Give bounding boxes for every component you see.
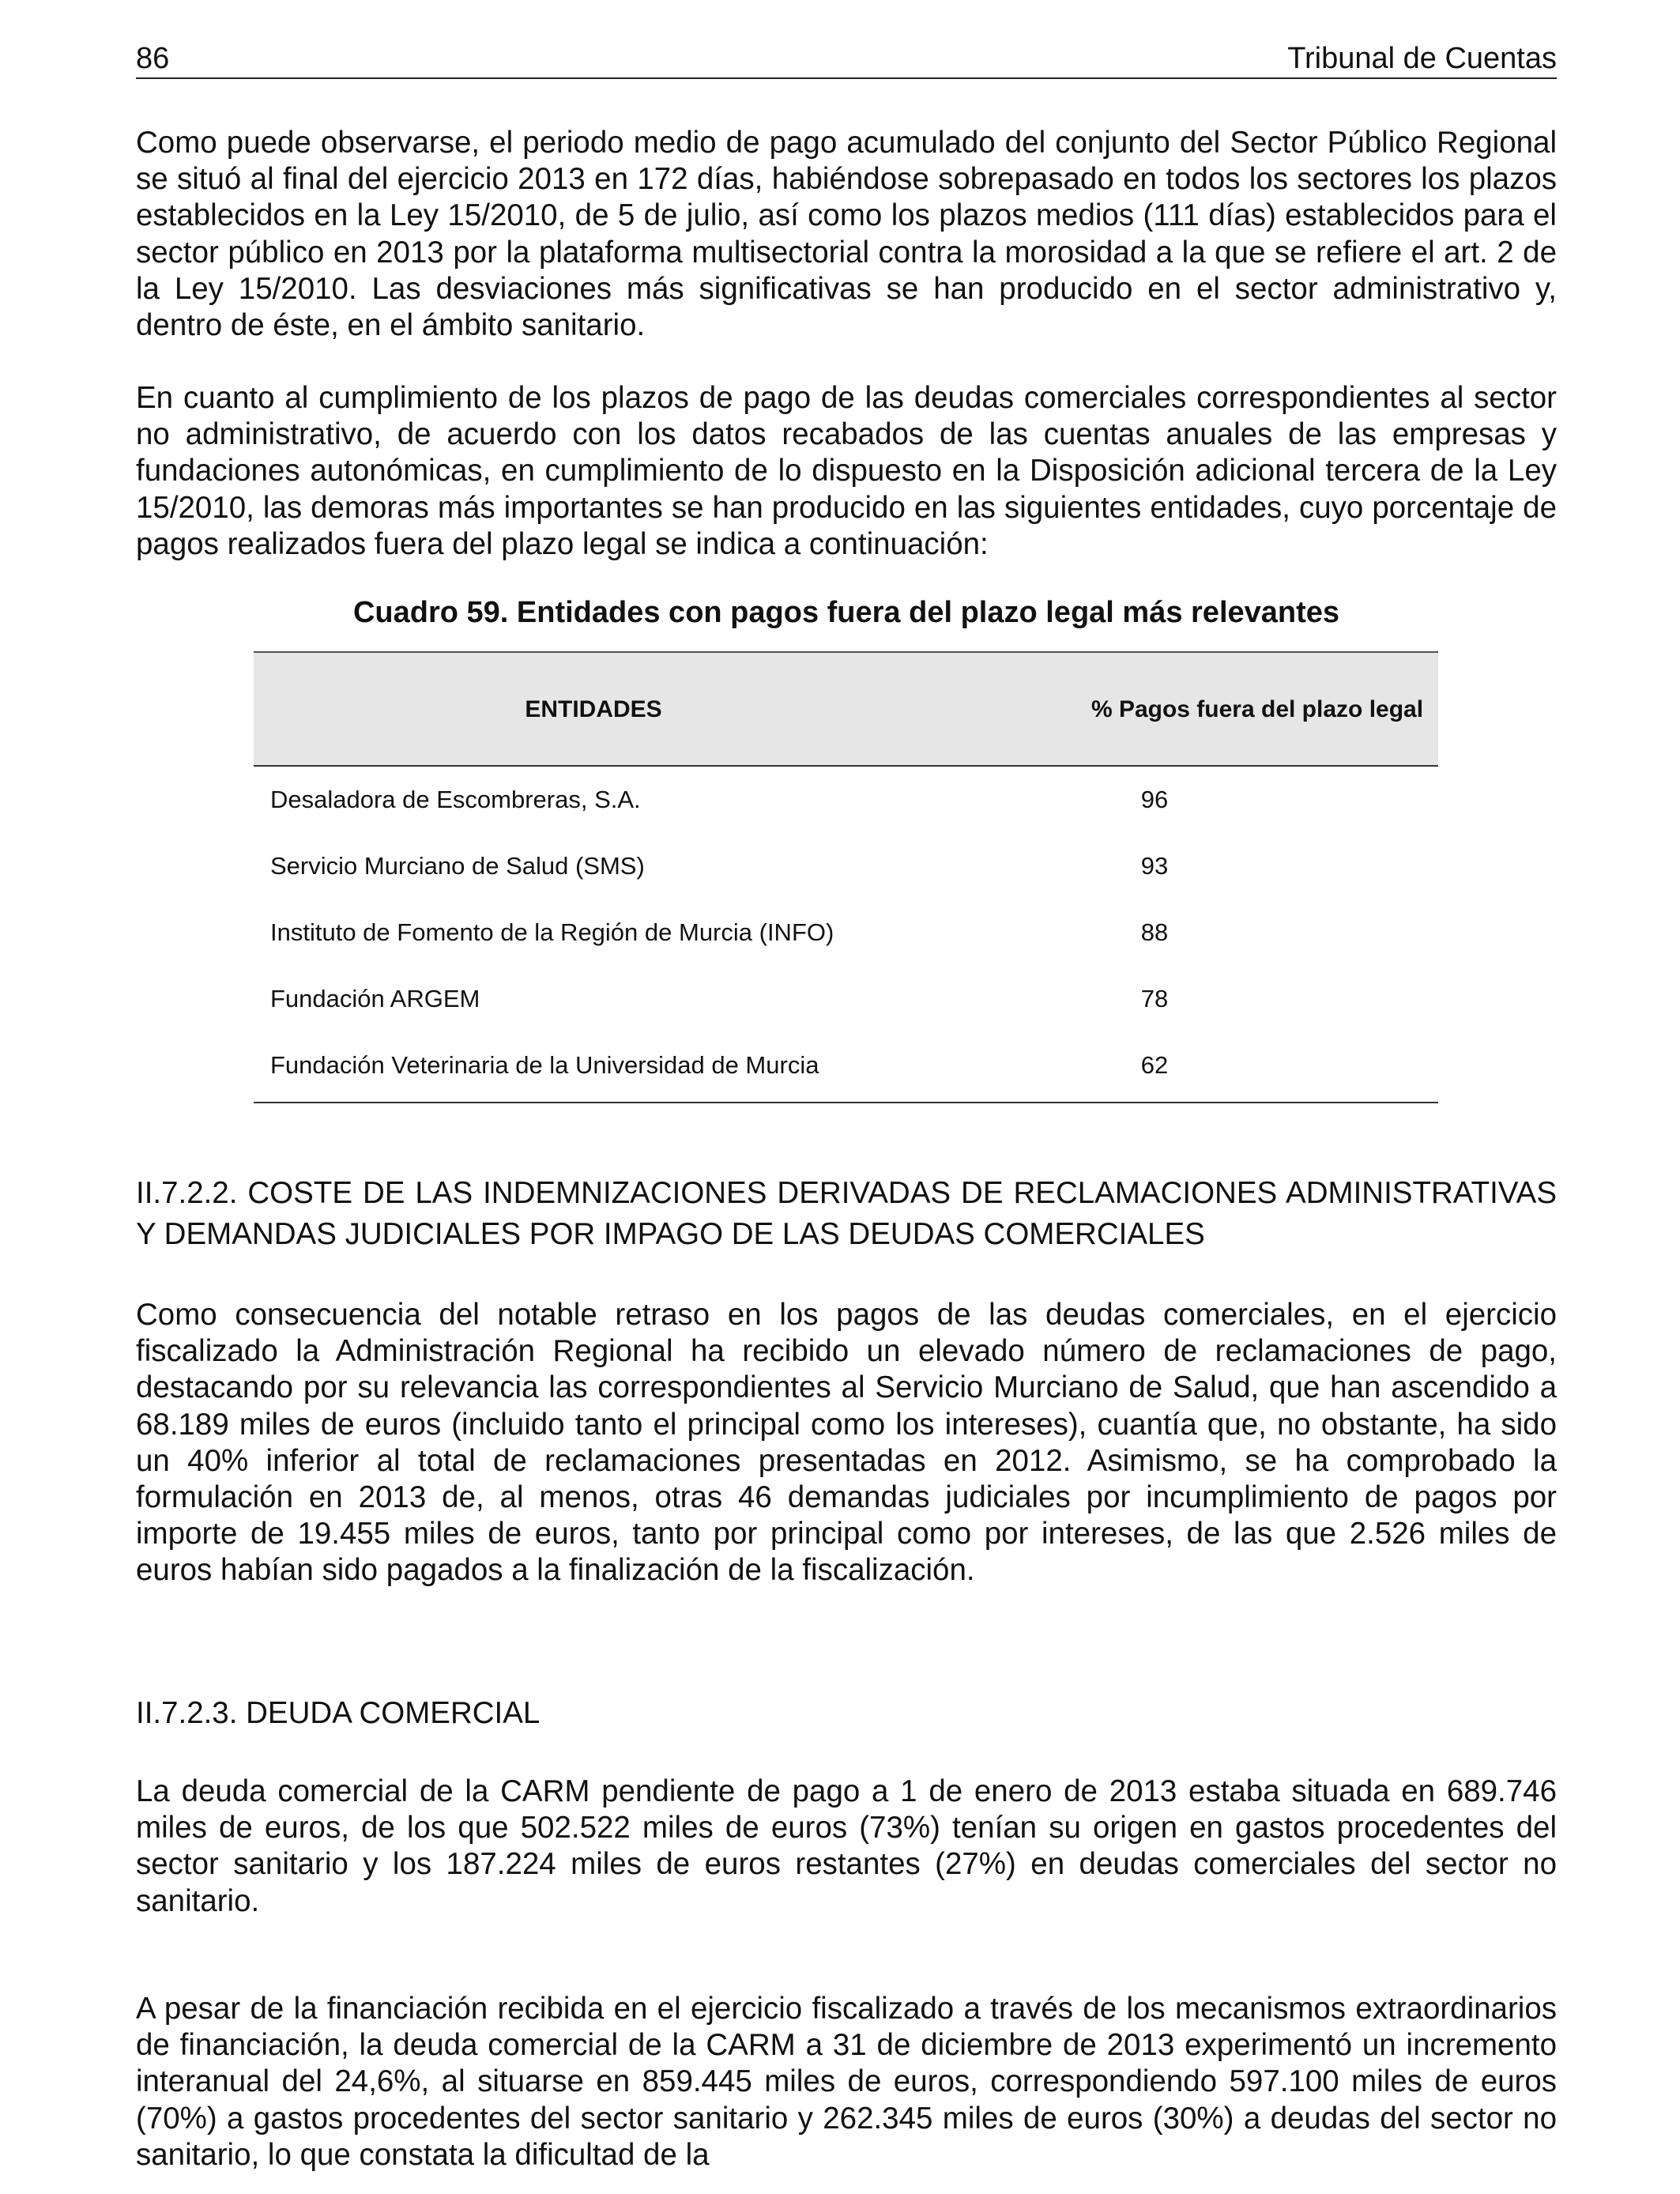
table-header bbox=[254, 651, 1438, 767]
table-caption: Cuadro 59. Entidades con pagos fuera del plazo legal más relevantes bbox=[352, 596, 1340, 629]
entity-name: Instituto de Fomento de la Región de Murcia (INFO) bbox=[270, 918, 834, 946]
paragraph-deuda-enero: La deuda comercial de la CARM pendiente de pago a 1 de enero de 2013 estaba situada en 689.746 miles de euros, de los que 502.522 miles de euros (73%) tenían su origen en gastos procedentes del sector sanitario y los 187.224 miles de euros restantes (27%) en deudas comerciales del sector no sanitario. bbox=[136, 1774, 1557, 1918]
entity-percentage: 93 bbox=[1140, 852, 1169, 880]
entity-name: Fundación Veterinaria de la Universidad de Murcia bbox=[270, 1051, 819, 1079]
section-heading-indemnizaciones: II.7.2.2. COSTE DE LAS INDEMNIZACIONES DERIVADAS DE RECLAMACIONES ADMINISTRATIVAS Y DEMANDAS JUDICIALES POR IMPAGO DE LAS DEUDAS COMERCIALES bbox=[136, 1176, 1557, 1251]
table-row bbox=[254, 918, 1438, 985]
entity-percentage: 88 bbox=[1140, 918, 1169, 946]
table-row bbox=[254, 786, 1438, 852]
entity-percentage: 78 bbox=[1140, 985, 1169, 1012]
paragraph-deuda-diciembre: A pesar de la financiación recibida en el ejercicio fiscalizado a través de los mecanismos extraordinarios de financiación, la deuda comercial de la CARM a 31 de diciembre de 2013 experimentó un incremento interanual del 24,6%, al situarse en 859.445 miles de euros, correspondiendo 597.100 miles de euros (70%) a gastos procedentes del sector sanitario y 262.345 miles de euros (30%) a deudas del sector no sanitario, lo que constata la dificultad de la bbox=[136, 1992, 1557, 2172]
column-header-pagos: % Pagos fuera del plazo legal bbox=[1090, 696, 1424, 722]
table-bottom-rule bbox=[254, 1102, 1438, 1103]
table-row bbox=[254, 1051, 1438, 1118]
paragraph-reclamaciones: Como consecuencia del notable retraso en los pagos de las deudas comerciales, en el ejercicio fiscalizado la Administración Regional ha recibido un elevado número de reclamaciones de pago, destacando por su relevancia las correspondientes al Servicio Murciano de Salud, que han ascendido a 68.189 miles de euros (incluido tanto el principal como los intereses), cuantía que, no obstante, ha sido un 40% inferior al total de reclamaciones presentadas en 2012. Asimismo, se ha comprobado la formulación en 2013 de, al menos, otras 46 demandas judiciales por incumplimiento de pagos por importe de 19.455 miles de euros, tanto por principal como por intereses, de las que 2.526 miles de euros habían sido pagados a la finalización de la fiscalización. bbox=[136, 1298, 1557, 1588]
entity-percentage: 96 bbox=[1140, 786, 1169, 813]
page-number: 86 bbox=[136, 42, 170, 75]
section-heading-deuda-comercial: II.7.2.3. DEUDA COMERCIAL bbox=[136, 1696, 541, 1730]
entity-name: Desaladora de Escombreras, S.A. bbox=[270, 786, 641, 813]
paragraph-sector-no-administrativo: En cuanto al cumplimiento de los plazos de pago de las deudas comerciales correspondientes al sector no administrativo, de acuerdo con los datos recabados de las cuentas anuales de las empresas y fundaciones autonómicas, en cumplimiento de lo dispuesto en la Disposición adicional tercera de la Ley 15/2010, las demoras más importantes se han producido en las siguientes entidades, cuyo porcentaje de pagos realizados fuera del plazo legal se indica a continuación: bbox=[136, 381, 1557, 561]
column-header-entidades: ENTIDADES bbox=[525, 696, 662, 722]
table-body bbox=[254, 765, 1438, 1118]
entities-table bbox=[254, 651, 1438, 1103]
table-row bbox=[254, 852, 1438, 918]
table-row bbox=[254, 985, 1438, 1051]
paragraph-periodo-medio-pago: Como puede observarse, el periodo medio de pago acumulado del conjunto del Sector Público Regional se situó al final del ejercicio 2013 en 172 días, habiéndose sobrepasado en todos los sectores los plazos establecidos en la Ley 15/2010, de 5 de julio, así como los plazos medios (111 días) establecidos para el sector público en 2013 por la plataforma multisectorial contra la morosidad a la que se refiere el art. 2 de la Ley 15/2010. Las desviaciones más significativas se han producido en el sector administrativo y, dentro de éste, en el ámbito sanitario. bbox=[136, 126, 1557, 343]
entity-percentage: 62 bbox=[1140, 1051, 1169, 1079]
entity-name: Fundación ARGEM bbox=[270, 985, 480, 1012]
running-title: Tribunal de Cuentas bbox=[1287, 42, 1557, 75]
page-header bbox=[136, 41, 1557, 79]
entity-name: Servicio Murciano de Salud (SMS) bbox=[270, 852, 645, 880]
